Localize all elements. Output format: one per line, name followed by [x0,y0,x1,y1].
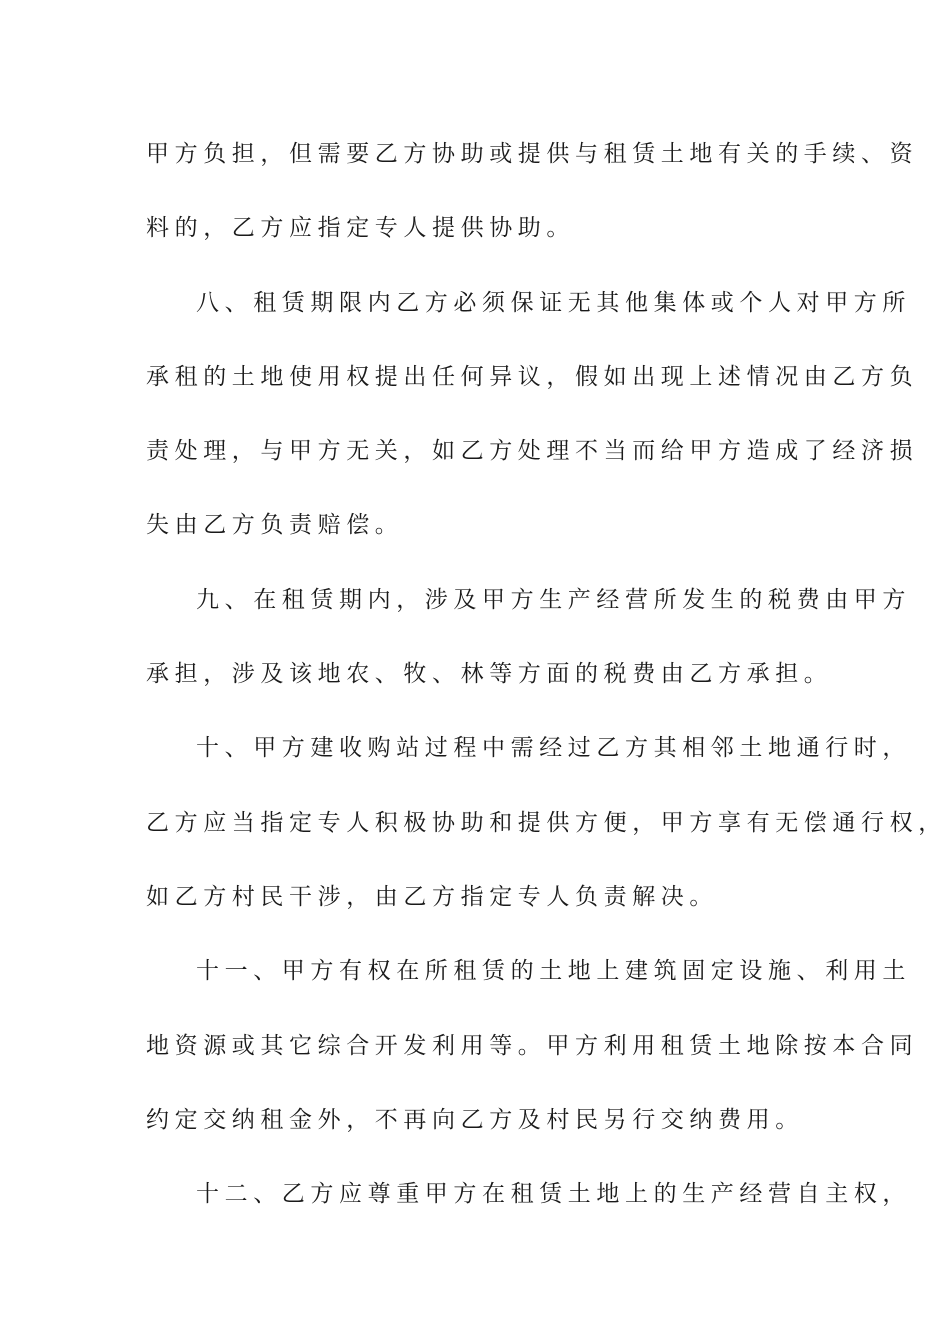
text-line: 承担，涉及该地农、牧、林等方面的税费由乙方承担。 [146,661,833,687]
text-line: 八、租赁期限内乙方必须保证无其他集体或个人对甲方所 [196,290,911,316]
text-line: 如乙方村民干涉，由乙方指定专人负责解决。 [146,884,718,910]
text-line: 失由乙方负责赔偿。 [146,512,404,538]
text-line: 约定交纳租金外，不再向乙方及村民另行交纳费用。 [146,1107,804,1133]
text-line: 料的，乙方应指定专人提供协助。 [146,215,575,241]
text-line: 责处理，与甲方无关，如乙方处理不当而给甲方造成了经济损 [146,438,919,464]
text-line: 十二、乙方应尊重甲方在租赁土地上的生产经营自主权， [196,1181,911,1207]
text-line: 承租的土地使用权提出任何异议，假如出现上述情况由乙方负 [146,364,919,390]
text-line: 地资源或其它综合开发利用等。甲方利用租赁土地除按本合同 [146,1033,919,1059]
text-line: 十一、甲方有权在所租赁的土地上建筑固定设施、利用土 [196,958,911,984]
text-line: 乙方应当指定专人积极协助和提供方便，甲方享有无偿通行权， [146,810,947,836]
text-line: 十、甲方建收购站过程中需经过乙方其相邻土地通行时， [196,735,911,761]
text-line: 甲方负担，但需要乙方协助或提供与租赁土地有关的手续、资 [146,141,919,167]
text-line: 九、在租赁期内，涉及甲方生产经营所发生的税费由甲方 [196,587,911,613]
